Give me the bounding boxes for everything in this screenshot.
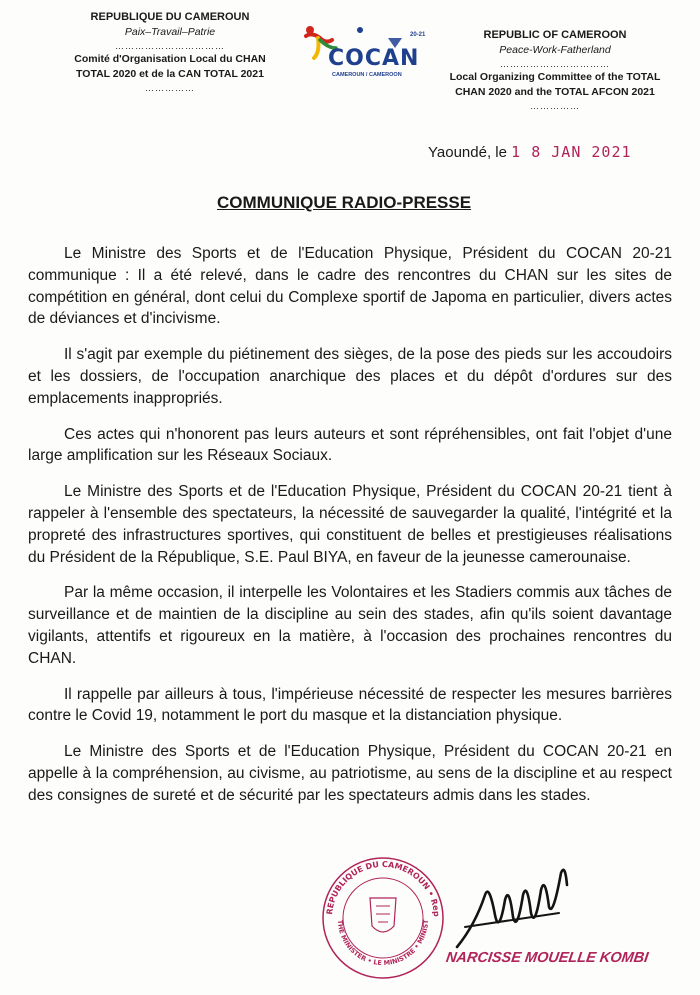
- seal-graphic: [318, 848, 448, 988]
- separator-dots: ……………: [145, 83, 195, 93]
- seal-inner-text: THE MINISTER • LE MINISTRE • MINIST: [335, 919, 431, 968]
- separator-dots: ……………: [530, 101, 580, 111]
- official-seal: [318, 848, 448, 988]
- date-place: Yaoundé, le: [428, 144, 507, 161]
- document-title: COMMUNIQUE RADIO-PRESSE: [217, 193, 472, 212]
- motto-en: Peace-Work-Fatherland: [499, 44, 611, 56]
- paragraph: Par la même occasion, il interpelle les Volontaires et les Stadiers commis aux tâches de surveillance et de maintien de la discipline au sein des stades, afin qu'ils soient davantage vigilants, attentifs et rigoureux en la matière, à l'occasion des prochaines rencontres du CHAN.: [28, 584, 672, 667]
- paragraph: Le Ministre des Sports et de l'Education Physique, Président du COCAN 20-21 communique : Il a été relevé, dans le cadre des rencontres du CHAN sur les sites de compétition en général, dont celui du Complexe sportif de Japoma en particulier, divers actes de déviances et d'incivisme.: [28, 245, 672, 328]
- separator-dots: ……………………………: [115, 41, 225, 51]
- org-name-en-line2: CHAN 2020 and the TOTAL AFCON 2021: [455, 86, 655, 98]
- org-name-fr-line2: TOTAL 2020 et de la CAN TOTAL 2021: [76, 68, 264, 80]
- logo-subtitle: CAMEROUN / CAMEROON: [332, 72, 402, 78]
- paragraph: Ces actes qui n'honorent pas leurs auteurs et sont répréhensibles, ont fait l'objet d'une large amplification sur les Réseaux Sociaux.: [28, 425, 672, 465]
- header-left: [55, 10, 285, 94]
- paragraph: Le Ministre des Sports et de l'Education Physique, Président du COCAN 20-21 en appelle à la compréhension, au civisme, au patriotisme, au sens de la discipline et au respect des consignes de sureté et de sécurité par les spectateurs admis dans les stades.: [28, 743, 672, 804]
- logo-wordmark: COCAN: [328, 46, 420, 71]
- country-name-en: REPUBLIC OF CAMEROON: [483, 29, 627, 41]
- paragraph: Le Ministre des Sports et de l'Education Physique, Président du COCAN 20-21 tient à rappeler à l'ensemble des spectateurs, la nécessité de sauvegarder la qualité, l'intégrité et la propreté des infrastructures sportives, qui constituent de belles et prestigieuses réalisations du Président de la République, S.E. Paul BIYA, en faveur de la jeunesse camerounaise.: [28, 483, 672, 566]
- paragraph: Il rappelle par ailleurs à tous, l'impérieuse nécessité de respecter les mesures barrières contre le Covid 19, notamment le port du masque et la distanciation physique.: [28, 685, 672, 725]
- document-body: [28, 243, 672, 821]
- handwritten-signature: [455, 855, 570, 960]
- seal-outer-text: REPUBLIQUE DU CAMEROUN • Rep: [325, 859, 442, 917]
- org-name-fr-line1: Comité d'Organisation Local du CHAN: [74, 53, 266, 65]
- header-right: [425, 28, 685, 112]
- logo-year: 20-21: [410, 32, 426, 38]
- separator-dots: ……………………………: [500, 59, 610, 69]
- motto-fr: Paix–Travail–Patrie: [124, 26, 216, 38]
- date-line: [428, 143, 632, 161]
- org-name-en-line1: Local Organizing Committee of the TOTAL: [449, 71, 661, 83]
- date-stamp: 1 8 JAN 2021: [511, 143, 632, 161]
- paragraph: Il s'agit par exemple du piétinement des sièges, de la pose des pieds sur les accoudoirs et les dossiers, de l'occupation anarchique des places et du dépôt d'ordures sur des emplacements inappropriés.: [28, 346, 672, 407]
- country-name-fr: REPUBLIQUE DU CAMEROUN: [90, 11, 250, 23]
- signer-name: NARCISSE MOUELLE KOMBI: [444, 950, 650, 966]
- cocan-logo: [298, 18, 438, 80]
